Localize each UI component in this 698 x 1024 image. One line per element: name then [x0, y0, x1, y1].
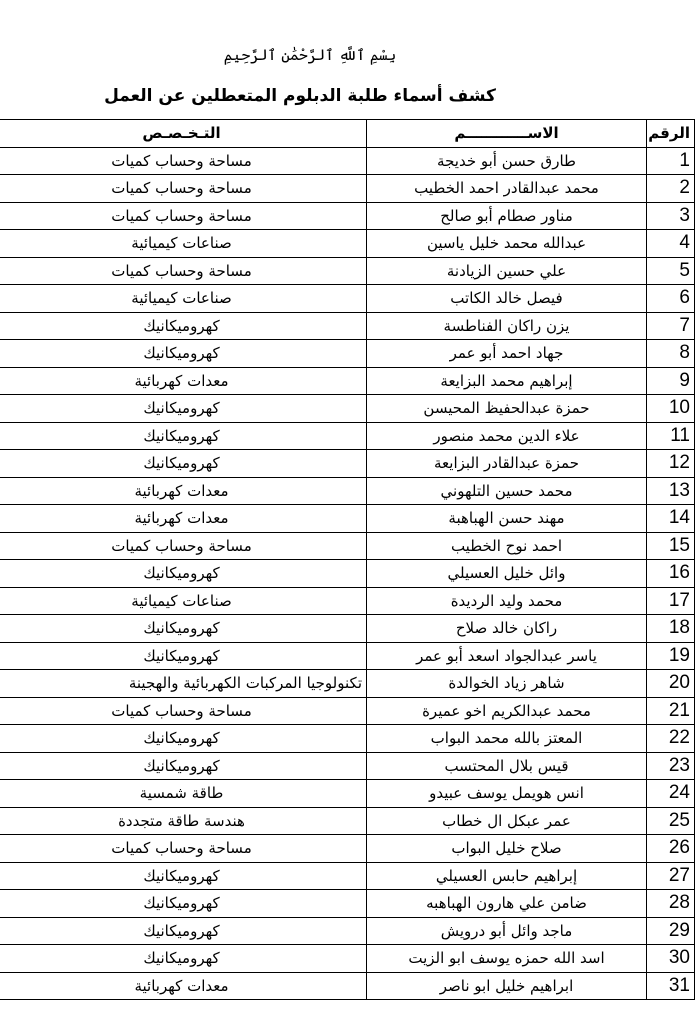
- document-title: كشف أسماء طلبة الدبلوم المتعطلين عن العمل: [104, 86, 496, 106]
- student-name: محمد عبدالقادر احمد الخطيب: [367, 175, 647, 203]
- table-row: [0, 312, 695, 340]
- table-row: [0, 395, 695, 423]
- student-name: محمد عبدالكريم اخو عميرة: [367, 697, 647, 725]
- student-specialization: صناعات كيميائية: [0, 285, 367, 313]
- row-number: 2: [647, 175, 695, 203]
- row-number: 10: [647, 395, 695, 423]
- row-number: 25: [647, 807, 695, 835]
- student-specialization: مساحة وحساب كميات: [0, 697, 367, 725]
- table-row: [0, 230, 695, 258]
- row-number: 30: [647, 945, 695, 973]
- row-number: 9: [647, 367, 695, 395]
- student-specialization: مساحة وحساب كميات: [0, 257, 367, 285]
- student-specialization: كهروميكانيك: [0, 422, 367, 450]
- row-number: 17: [647, 587, 695, 615]
- student-specialization: مساحة وحساب كميات: [0, 202, 367, 230]
- table-row: [0, 285, 695, 313]
- table-row: [0, 367, 695, 395]
- student-name: اسد الله حمزه يوسف ابو الزيت: [367, 945, 647, 973]
- student-name: فيصل خالد الكاتب: [367, 285, 647, 313]
- row-number: 21: [647, 697, 695, 725]
- table-row: [0, 972, 695, 1000]
- basmala-heading: بِسْمِ ٱللَّهِ ٱلرَّحْمَٰنِ ٱلرَّحِيمِ: [223, 46, 397, 64]
- table-row: [0, 642, 695, 670]
- header-name: الاســــــــــــم: [367, 120, 647, 148]
- table-body: [0, 147, 695, 1000]
- table-row: [0, 862, 695, 890]
- student-specialization: كهروميكانيك: [0, 560, 367, 588]
- row-number: 22: [647, 725, 695, 753]
- header-specialization: التـخـصـص: [0, 120, 367, 148]
- table-row: [0, 725, 695, 753]
- table-row: [0, 807, 695, 835]
- student-specialization: مساحة وحساب كميات: [0, 175, 367, 203]
- row-number: 6: [647, 285, 695, 313]
- table-row: [0, 697, 695, 725]
- student-name: طارق حسن أبو خديجة: [367, 147, 647, 175]
- table-row: [0, 532, 695, 560]
- header-number: الرقم: [647, 120, 695, 148]
- student-name: وائل خليل العسيلي: [367, 560, 647, 588]
- student-specialization: معدات كهربائية: [0, 367, 367, 395]
- student-specialization: تكنولوجيا المركبات الكهربائية والهجينة: [0, 670, 367, 698]
- student-name: المعتز بالله محمد البواب: [367, 725, 647, 753]
- student-name: ماجد وائل أبو درويش: [367, 917, 647, 945]
- student-name: عبدالله محمد خليل ياسين: [367, 230, 647, 258]
- table-row: [0, 890, 695, 918]
- student-specialization: كهروميكانيك: [0, 340, 367, 368]
- student-specialization: كهروميكانيك: [0, 395, 367, 423]
- table-row: [0, 505, 695, 533]
- student-specialization: معدات كهربائية: [0, 477, 367, 505]
- student-specialization: معدات كهربائية: [0, 972, 367, 1000]
- student-name: يزن راكان الفناطسة: [367, 312, 647, 340]
- student-name: محمد حسين التلهوني: [367, 477, 647, 505]
- student-name: قيس بلال المحتسب: [367, 752, 647, 780]
- student-name: إبراهيم محمد البزايعة: [367, 367, 647, 395]
- student-specialization: صناعات كيميائية: [0, 230, 367, 258]
- student-specialization: كهروميكانيك: [0, 945, 367, 973]
- student-specialization: كهروميكانيك: [0, 450, 367, 478]
- table-row: [0, 560, 695, 588]
- student-specialization: كهروميكانيك: [0, 642, 367, 670]
- student-name: راكان خالد صلاح: [367, 615, 647, 643]
- table-row: [0, 147, 695, 175]
- student-name: شاهر زياد الخوالدة: [367, 670, 647, 698]
- row-number: 14: [647, 505, 695, 533]
- row-number: 18: [647, 615, 695, 643]
- student-specialization: كهروميكانيك: [0, 615, 367, 643]
- row-number: 20: [647, 670, 695, 698]
- student-name: إبراهيم حابس العسيلي: [367, 862, 647, 890]
- table-row: [0, 202, 695, 230]
- row-number: 27: [647, 862, 695, 890]
- table-row: [0, 917, 695, 945]
- student-name: حمزة عبدالحفيظ المحيسن: [367, 395, 647, 423]
- table-row: [0, 422, 695, 450]
- student-name: محمد وليد الرديدة: [367, 587, 647, 615]
- student-specialization: كهروميكانيك: [0, 725, 367, 753]
- row-number: 11: [647, 422, 695, 450]
- student-specialization: كهروميكانيك: [0, 862, 367, 890]
- student-name: علاء الدين محمد منصور: [367, 422, 647, 450]
- student-name: جهاد احمد أبو عمر: [367, 340, 647, 368]
- row-number: 12: [647, 450, 695, 478]
- table-row: [0, 670, 695, 698]
- table-row: [0, 175, 695, 203]
- row-number: 19: [647, 642, 695, 670]
- student-specialization: كهروميكانيك: [0, 917, 367, 945]
- table-row: [0, 450, 695, 478]
- row-number: 8: [647, 340, 695, 368]
- row-number: 1: [647, 147, 695, 175]
- student-name: انس هويمل يوسف عبيدو: [367, 780, 647, 808]
- student-name: مناور صطام أبو صالح: [367, 202, 647, 230]
- student-name: ضامن علي هارون الهباهبه: [367, 890, 647, 918]
- student-specialization: طاقة شمسية: [0, 780, 367, 808]
- row-number: 15: [647, 532, 695, 560]
- table-row: [0, 587, 695, 615]
- row-number: 31: [647, 972, 695, 1000]
- student-specialization: كهروميكانيك: [0, 890, 367, 918]
- student-name: حمزة عبدالقادر البزايعة: [367, 450, 647, 478]
- row-number: 5: [647, 257, 695, 285]
- row-number: 24: [647, 780, 695, 808]
- table-row: [0, 477, 695, 505]
- student-specialization: مساحة وحساب كميات: [0, 532, 367, 560]
- row-number: 4: [647, 230, 695, 258]
- table-row: [0, 615, 695, 643]
- table-row: [0, 340, 695, 368]
- table-row: [0, 257, 695, 285]
- row-number: 16: [647, 560, 695, 588]
- student-specialization: معدات كهربائية: [0, 505, 367, 533]
- students-table: [0, 119, 695, 1000]
- student-specialization: مساحة وحساب كميات: [0, 835, 367, 863]
- row-number: 28: [647, 890, 695, 918]
- table-row: [0, 752, 695, 780]
- row-number: 26: [647, 835, 695, 863]
- student-specialization: صناعات كيميائية: [0, 587, 367, 615]
- table-row: [0, 780, 695, 808]
- student-name: صلاح خليل البواب: [367, 835, 647, 863]
- table-row: [0, 945, 695, 973]
- student-specialization: هندسة طاقة متجددة: [0, 807, 367, 835]
- table-row: [0, 835, 695, 863]
- row-number: 13: [647, 477, 695, 505]
- student-name: مهند حسن الهباهبة: [367, 505, 647, 533]
- table-header-row: [0, 120, 695, 148]
- row-number: 7: [647, 312, 695, 340]
- student-specialization: كهروميكانيك: [0, 312, 367, 340]
- row-number: 23: [647, 752, 695, 780]
- student-name: ياسر عبدالجواد اسعد أبو عمر: [367, 642, 647, 670]
- student-specialization: كهروميكانيك: [0, 752, 367, 780]
- row-number: 3: [647, 202, 695, 230]
- student-name: علي حسين الزيادنة: [367, 257, 647, 285]
- student-name: احمد نوح الخطيب: [367, 532, 647, 560]
- student-name: ابراهيم خليل ابو ناصر: [367, 972, 647, 1000]
- row-number: 29: [647, 917, 695, 945]
- student-specialization: مساحة وحساب كميات: [0, 147, 367, 175]
- student-name: عمر عبكل ال خطاب: [367, 807, 647, 835]
